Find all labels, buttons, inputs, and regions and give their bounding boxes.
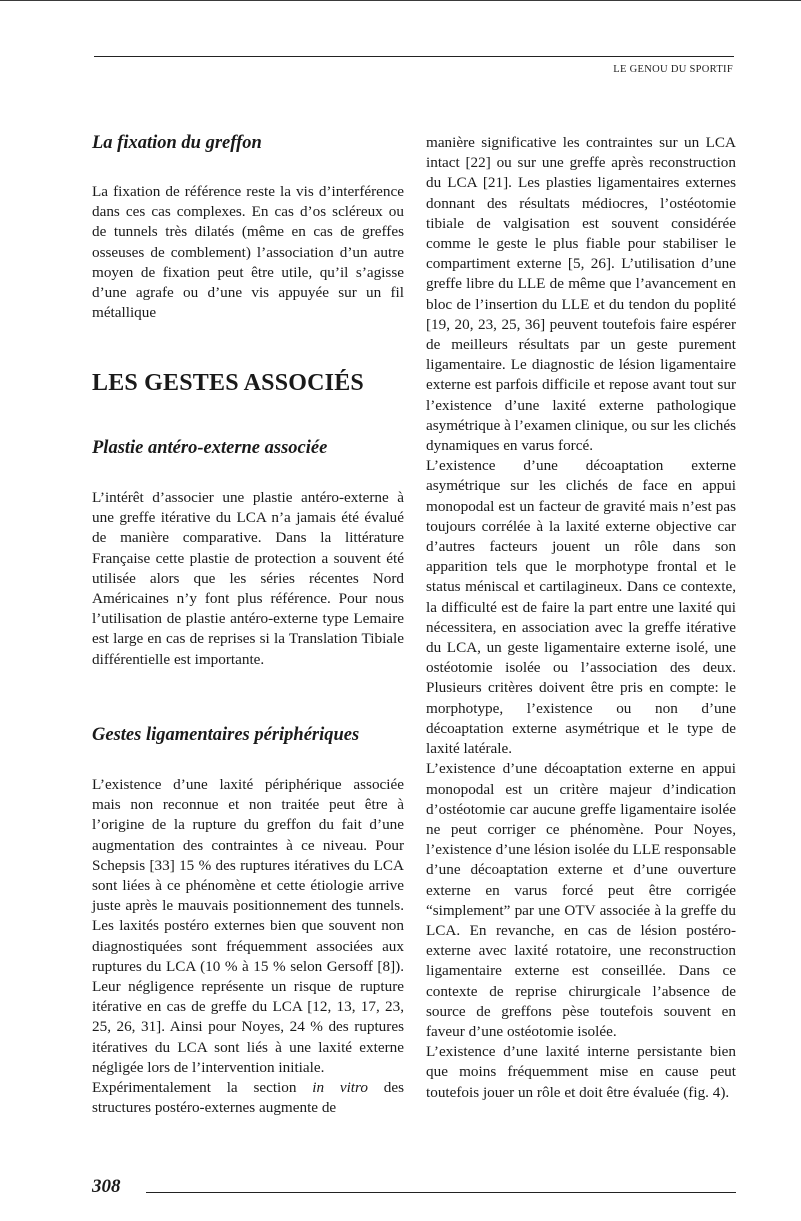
running-head: LE GENOU DU SPORTIF: [613, 64, 733, 75]
section-title-plastie: Plastie antéro-externe associée: [92, 438, 328, 458]
text-italic-in-vitro: in vitro: [312, 1079, 368, 1097]
paragraph-peripheriques-text-2: [92, 1078, 404, 1118]
paragraph-plastie-text: L’intérêt d’associer une plastie antéro-externe à une greffe itérative du LCA n’a jamais été évalué de manière comparative. Dans la littérature Française cette plastie de protection a souvent été utilisée alors que les séries récentes Nord Américaines n’y font plus référence. Pour nous l’utilisation de plastie antéro-externe type Lemaire est large en cas de reprises si la Translation Tibiale différentielle est importante.: [92, 489, 404, 668]
paragraph-right-column: [426, 133, 736, 1103]
paragraph-right-text-4: L’existence d’une laxité interne persistante bien que moins fréquemment mise en cause peut toutefois jouer un rôle et doit être évaluée (fig. 4).: [426, 1043, 736, 1101]
section-title-fixation: La fixation du greffon: [92, 133, 262, 153]
page-top-edge: [0, 0, 801, 6]
heading-gestes-associes: LES GESTES ASSOCIÉS: [92, 370, 364, 396]
paragraph-peripheriques-text-1: L’existence d’une laxité périphérique associée mais non reconnue et non traitée peut être à l’origine de la rupture du greffon du fait d’une augmentation des contraintes à ce niveau. Pour Schepsis [33] 15 % des ruptures itératives du LCA sont liées à ce phénomène et cette étiologie arrive juste après le mauvais positionnement des tunnels. Les laxités postéro externes bien que souvent non diagnostiquées sont fréquemment associées aux ruptures du LCA (10 % à 15 % selon Gersoff [8]). Leur négligence représente un risque de rupture itérative en cas de greffe du LCA [12, 13, 17, 23, 25, 26, 31]. Ainsi pour Noyes, 24 % des ruptures itératives du LCA sont liés à une laxité externe négligée lors de l’intervention initiale.: [92, 776, 404, 1076]
text-segment: des structures postéro-externes augmente de: [92, 1079, 404, 1117]
paragraph-plastie: [92, 488, 404, 670]
paragraph-right-text-1: manière significative les contraintes sur un LCA intact [22] ou sur une greffe après reconstruction du LCA [21]. Les plasties ligamentaires externes donnant des résultats médiocres, l’ostéotomie tibiale de valgisation est souvent considérée comme le geste le plus fiable pour stabiliser le compartiment externe [5, 26]. L’utilisation d’une greffe libre du LLE de même que l’avancement en bloc de l’insertion du LLE et du tendon du poplité [19, 20, 23, 25, 36] peuvent toutefois faire espérer de meilleurs résultats par un geste purement ligamentaire. Le diagnostic de lésion ligamentaire externe est parfois difficile et repose avant tout sur l’existence d’une laxité externe pathologique asymétrique à l’examen clinique, ou sur les clichés dynamiques en varus forcé.: [426, 134, 736, 455]
paragraph-right-text-3: L’existence d’une décoaptation externe en appui monopodal est un critère majeur d’indication d’ostéotomie car aucune greffe ligamentaire isolée ne peut corriger ce phénomène. Pour Noyes, l’existence d’une lésion isolée du LLE responsable d’une décoaptation externe et d’une ouverture externe en varus forcé peut être corrigée “simplement” par une OTV associée à la greffe du LCA. En revanche, en cas de lésion postéro-externe avec laxité rotatoire, une reconstruction ligamentaire externe est conseillée. Dans ce contexte de reprise chirurgicale l’absence de source de greffons pèse toutefois souvent en faveur d’une ostéotomie isolée.: [426, 760, 736, 1040]
section-title-peripheriques: Gestes ligamentaires périphériques: [92, 725, 360, 745]
paragraph-fixation: [92, 182, 404, 323]
paragraph-peripheriques: [92, 775, 404, 1118]
footer-rule: [146, 1192, 736, 1193]
header-rule: [94, 56, 734, 57]
page-number: 308: [92, 1176, 121, 1197]
paragraph-right-text-2: L’existence d’une décoaptation externe asymétrique sur les clichés de face en appui monopodal est un facteur de gravité mais n’est pas toujours corrélée à la laxité externe objective car d’autres facteurs jouent un rôle dans son apparition tels que le morphotype frontal et le status méniscal et cartilagineux. Dans ce contexte, la difficulté est de faire la part entre une laxité qui nécessitera, en association avec la greffe itérative du LCA, un geste ligamentaire externe isolé, une ostéotomie isolée ou l’association des deux. Plusieurs critères doivent être pris en compte: le morphotype, l’existence ou non d’une décoaptation externe asymétrique et le type de laxité latérale.: [426, 457, 736, 758]
paragraph-fixation-text: La fixation de référence reste la vis d’interférence dans ces cas complexes. En cas d’os scléreux ou de tunnels très dilatés (même en cas de greffes osseuses de comblement) l’association d’un autre moyen de fixation peut être utile, qu’il s’agisse d’une agrafe ou d’une vis appuyée sur un fil métallique: [92, 183, 404, 322]
text-segment: Expérimentalement la section: [92, 1079, 313, 1097]
